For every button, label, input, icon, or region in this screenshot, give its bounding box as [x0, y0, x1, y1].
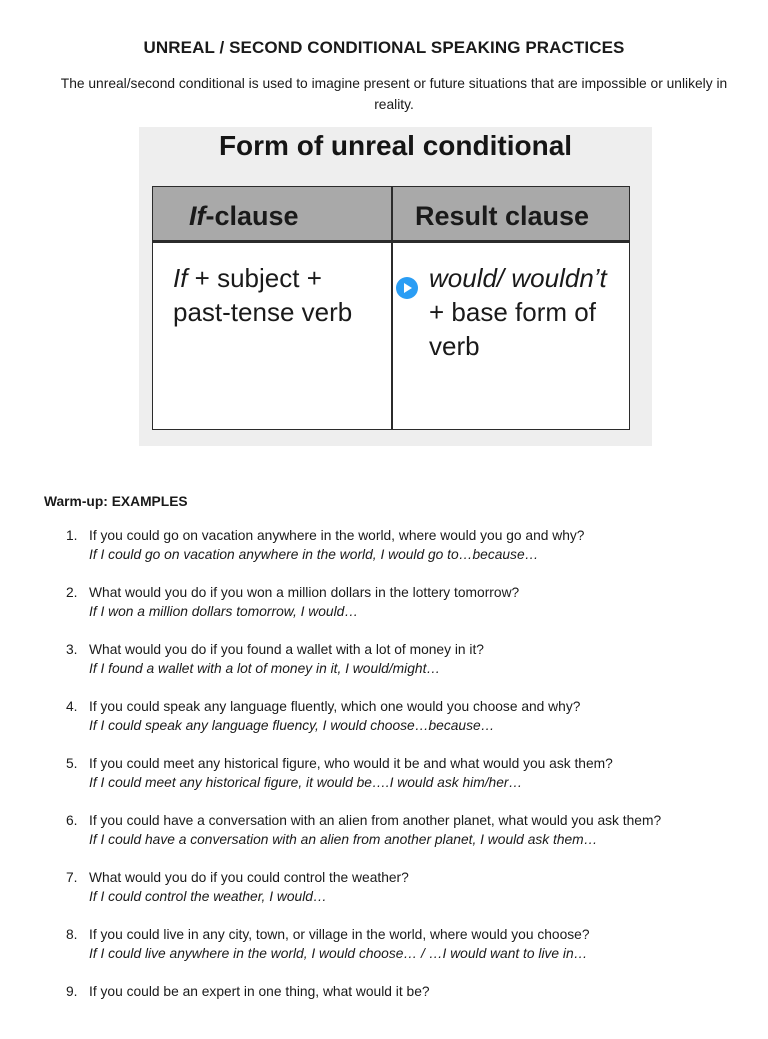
- sample-answer: If I could speak any language fluency, I would choose…because…: [89, 718, 495, 733]
- question-number: 7.: [66, 870, 78, 885]
- question-item: [0, 583, 768, 640]
- question-text: If you could have a conversation with an alien from another planet, what would you ask them?: [89, 813, 662, 828]
- question-number: 1.: [66, 528, 78, 543]
- question-number: 9.: [66, 984, 78, 999]
- result-clause-form: would/ wouldn’t + base form of verb: [429, 263, 607, 361]
- play-icon[interactable]: [396, 277, 418, 299]
- question-text: What would you do if you could control the weather?: [89, 870, 409, 885]
- question-item: [0, 811, 768, 868]
- sample-answer: If I could live anywhere in the world, I would choose… / …I would want to live in…: [89, 946, 588, 961]
- sample-answer: If I won a million dollars tomorrow, I would…: [89, 604, 359, 619]
- question-number: 2.: [66, 585, 78, 600]
- question-number: 8.: [66, 927, 78, 942]
- question-text: If you could speak any language fluently, which one would you choose and why?: [89, 699, 581, 714]
- if-clause-form: If + subject + past-tense verb: [173, 263, 353, 327]
- question-text: If you could go on vacation anywhere in the world, where would you go and why?: [89, 528, 585, 543]
- question-number: 5.: [66, 756, 78, 771]
- sample-answer: If I could control the weather, I would…: [89, 889, 327, 904]
- question-item: [0, 526, 768, 583]
- question-text: If you could live in any city, town, or village in the world, where would you choose?: [89, 927, 590, 942]
- question-item: [0, 925, 768, 982]
- question-list: [0, 526, 768, 1039]
- question-text: If you could meet any historical figure, who would it be and what would you ask them?: [89, 756, 613, 771]
- question-number: 6.: [66, 813, 78, 828]
- question-text: What would you do if you won a million dollars in the lottery tomorrow?: [89, 585, 520, 600]
- form-table-divider: [391, 187, 393, 429]
- sample-answer: If I found a wallet with a lot of money in it, I would/might…: [89, 661, 441, 676]
- sample-answer: If I could have a conversation with an alien from another planet, I would ask them…: [89, 832, 598, 847]
- sample-answer: If I could meet any historical figure, it would be….I would ask him/her…: [89, 775, 523, 790]
- question-item: [0, 754, 768, 811]
- question-number: 4.: [66, 699, 78, 714]
- warmup-heading: Warm-up: EXAMPLES: [44, 494, 188, 509]
- sample-answer: If I could go on vacation anywhere in the world, I would go to…because…: [89, 547, 539, 562]
- intro-paragraph: The unreal/second conditional is used to imagine present or future situations that are impossible or unlikely in reality.: [60, 76, 728, 112]
- question-item: [0, 868, 768, 925]
- conditional-form-figure: [139, 127, 652, 446]
- question-item: [0, 697, 768, 754]
- form-table: [152, 186, 630, 430]
- question-number: 3.: [66, 642, 78, 657]
- document-title: UNREAL / SECOND CONDITIONAL SPEAKING PRACTICES: [143, 38, 625, 57]
- question-item: [0, 640, 768, 697]
- question-text: If you could be an expert in one thing, what would it be?: [89, 984, 430, 999]
- if-clause-header: If-clause: [189, 201, 299, 231]
- question-item: [0, 982, 768, 1039]
- figure-title: Form of unreal conditional: [218, 130, 573, 161]
- question-text: What would you do if you found a wallet with a lot of money in it?: [89, 642, 484, 657]
- result-clause-header: Result clause: [415, 201, 590, 231]
